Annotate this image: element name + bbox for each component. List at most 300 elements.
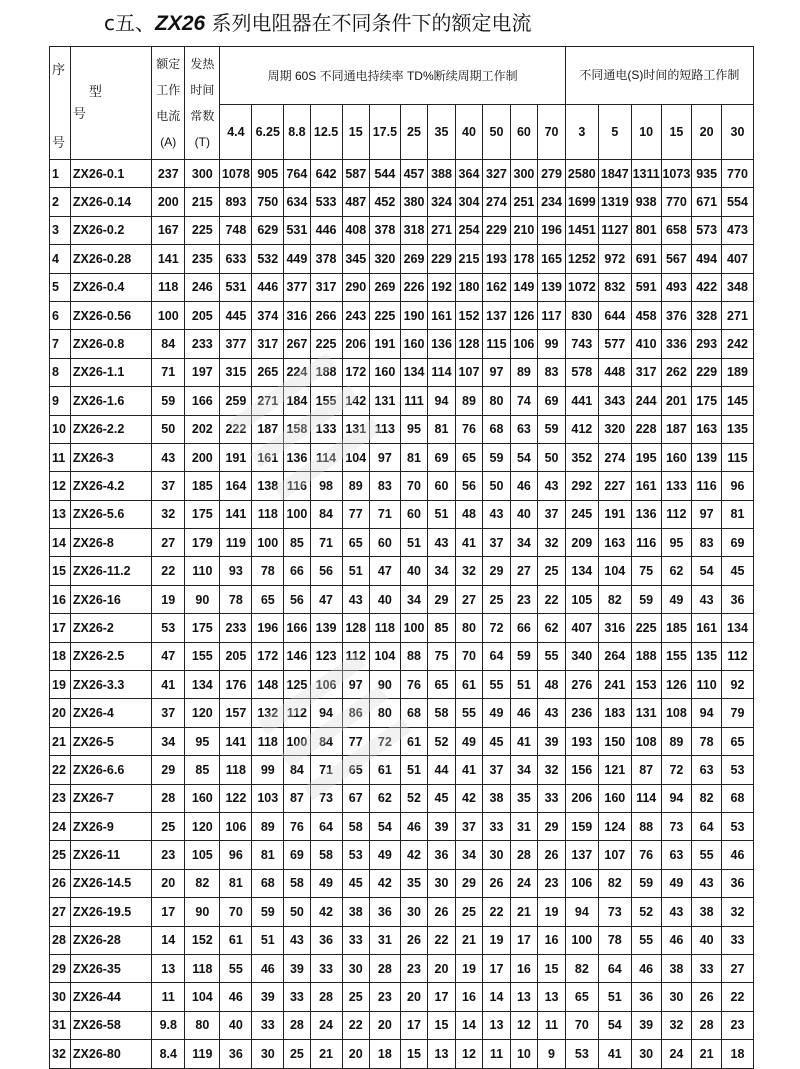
table-cell: 78	[692, 727, 722, 755]
table-cell: 27	[721, 954, 753, 982]
table-cell: 55	[455, 699, 482, 727]
row-model: ZX26-35	[70, 954, 151, 982]
table-cell: 531	[220, 273, 252, 301]
header-periodic-col: 60	[510, 104, 537, 160]
table-row	[50, 699, 754, 727]
table-cell: 82	[565, 954, 598, 982]
table-cell: 14	[455, 1011, 482, 1039]
table-cell: 634	[284, 188, 310, 216]
header-seq-top: 序	[52, 62, 66, 77]
table-cell: 532	[252, 245, 284, 273]
table-cell: 229	[692, 358, 722, 386]
row-model: ZX26-11	[70, 841, 151, 869]
table-cell: 157	[220, 699, 252, 727]
table-row	[50, 585, 754, 613]
table-cell: 185	[185, 472, 220, 500]
table-cell: 25	[284, 1040, 310, 1068]
table-cell: 105	[185, 841, 220, 869]
table-cell: 27	[152, 529, 185, 557]
header-periodic-col: 6.25	[252, 104, 284, 160]
table-cell: 40	[692, 926, 722, 954]
table-cell: 81	[428, 415, 455, 443]
table-cell: 37	[483, 529, 510, 557]
table-cell: 53	[721, 812, 753, 840]
table-cell: 266	[310, 301, 342, 329]
table-cell: 748	[220, 216, 252, 244]
table-cell: 64	[483, 642, 510, 670]
row-model: ZX26-8	[70, 529, 151, 557]
table-cell: 59	[152, 387, 185, 415]
table-cell: 348	[721, 273, 753, 301]
table-cell: 70	[400, 472, 427, 500]
table-cell: 27	[455, 585, 482, 613]
table-cell: 37	[538, 500, 566, 528]
table-cell: 148	[252, 671, 284, 699]
table-cell: 578	[565, 358, 598, 386]
table-cell: 165	[538, 245, 566, 273]
table-cell: 131	[369, 387, 400, 415]
row-seq: 21	[50, 727, 71, 755]
table-cell: 51	[428, 500, 455, 528]
table-cell: 141	[220, 500, 252, 528]
header-model-bottom: 号	[72, 106, 86, 121]
table-cell: 938	[631, 188, 661, 216]
table-cell: 446	[310, 216, 342, 244]
table-cell: 64	[310, 812, 342, 840]
table-cell: 251	[510, 188, 537, 216]
table-cell: 81	[252, 841, 284, 869]
table-cell: 12	[455, 1040, 482, 1068]
table-cell: 55	[631, 926, 661, 954]
row-model: ZX26-14.5	[70, 869, 151, 897]
table-cell: 118	[220, 756, 252, 784]
table-cell: 45	[721, 557, 753, 585]
table-cell: 206	[565, 784, 598, 812]
table-cell: 58	[428, 699, 455, 727]
table-cell: 63	[661, 841, 692, 869]
table-cell: 89	[252, 812, 284, 840]
table-cell: 110	[185, 557, 220, 585]
table-cell: 70	[565, 1011, 598, 1039]
table-cell: 62	[661, 557, 692, 585]
table-cell: 49	[483, 699, 510, 727]
header-rated-current-line: (A)	[160, 135, 177, 149]
table-row	[50, 954, 754, 982]
table-cell: 19	[152, 585, 185, 613]
table-cell: 68	[252, 869, 284, 897]
table-cell: 77	[342, 500, 369, 528]
table-cell: 573	[692, 216, 722, 244]
table-cell: 10	[510, 1040, 537, 1068]
table-cell: 265	[252, 358, 284, 386]
table-cell: 132	[252, 699, 284, 727]
table-cell: 290	[342, 273, 369, 301]
table-cell: 19	[483, 926, 510, 954]
table-cell: 100	[400, 614, 427, 642]
table-cell: 327	[483, 160, 510, 188]
table-cell: 50	[483, 472, 510, 500]
table-cell: 164	[220, 472, 252, 500]
table-cell: 155	[185, 642, 220, 670]
table-cell: 28	[152, 784, 185, 812]
table-cell: 36	[310, 926, 342, 954]
table-cell: 35	[400, 869, 427, 897]
table-cell: 189	[721, 358, 753, 386]
table-cell: 23	[369, 983, 400, 1011]
table-cell: 76	[631, 841, 661, 869]
header-short-col: 30	[721, 104, 753, 160]
table-cell: 43	[538, 472, 566, 500]
table-cell: 114	[310, 443, 342, 471]
table-cell: 65	[342, 756, 369, 784]
table-cell: 658	[661, 216, 692, 244]
table-cell: 9	[538, 1040, 566, 1068]
table-cell: 58	[342, 812, 369, 840]
table-cell: 493	[661, 273, 692, 301]
table-cell: 118	[185, 954, 220, 982]
table-cell: 226	[400, 273, 427, 301]
table-cell: 126	[510, 301, 537, 329]
table-cell: 107	[455, 358, 482, 386]
table-cell: 317	[252, 330, 284, 358]
table-cell: 33	[310, 954, 342, 982]
table-cell: 32	[538, 756, 566, 784]
table-cell: 180	[455, 273, 482, 301]
table-cell: 41	[455, 529, 482, 557]
table-cell: 94	[428, 387, 455, 415]
table-cell: 93	[220, 557, 252, 585]
table-cell: 78	[220, 585, 252, 613]
table-cell: 81	[220, 869, 252, 897]
table-cell: 64	[598, 954, 631, 982]
row-seq: 16	[50, 585, 71, 613]
table-cell: 58	[284, 869, 310, 897]
table-cell: 34	[455, 841, 482, 869]
table-cell: 85	[428, 614, 455, 642]
table-cell: 1252	[565, 245, 598, 273]
table-cell: 26	[692, 983, 722, 1011]
table-cell: 26	[428, 898, 455, 926]
table-cell: 100	[284, 727, 310, 755]
rated-current-table-wrap	[49, 46, 754, 1069]
table-cell: 271	[428, 216, 455, 244]
table-cell: 81	[721, 500, 753, 528]
table-cell: 271	[252, 387, 284, 415]
table-cell: 53	[721, 756, 753, 784]
table-row	[50, 727, 754, 755]
table-cell: 743	[565, 330, 598, 358]
table-cell: 78	[252, 557, 284, 585]
table-cell: 17	[152, 898, 185, 926]
table-cell: 271	[721, 301, 753, 329]
table-cell: 176	[220, 671, 252, 699]
table-cell: 88	[400, 642, 427, 670]
table-cell: 95	[185, 727, 220, 755]
table-cell: 55	[220, 954, 252, 982]
row-seq: 2	[50, 188, 71, 216]
table-cell: 141	[220, 727, 252, 755]
table-row	[50, 188, 754, 216]
table-cell: 34	[428, 557, 455, 585]
table-cell: 633	[220, 245, 252, 273]
table-cell: 39	[284, 954, 310, 982]
table-cell: 59	[483, 443, 510, 471]
table-cell: 100	[152, 301, 185, 329]
table-cell: 179	[185, 529, 220, 557]
table-cell: 82	[598, 585, 631, 613]
table-cell: 94	[692, 699, 722, 727]
table-cell: 166	[284, 614, 310, 642]
row-model: ZX26-6.6	[70, 756, 151, 784]
table-cell: 63	[692, 756, 722, 784]
table-cell: 254	[455, 216, 482, 244]
table-cell: 36	[631, 983, 661, 1011]
table-cell: 15	[538, 954, 566, 982]
header-periodic-col: 70	[538, 104, 566, 160]
table-cell: 770	[721, 160, 753, 188]
row-seq: 14	[50, 529, 71, 557]
table-cell: 28	[510, 841, 537, 869]
table-cell: 11	[538, 1011, 566, 1039]
table-cell: 36	[721, 585, 753, 613]
table-cell: 246	[185, 273, 220, 301]
table-cell: 75	[631, 557, 661, 585]
table-cell: 61	[369, 756, 400, 784]
table-cell: 259	[220, 387, 252, 415]
table-cell: 84	[310, 500, 342, 528]
title-prefix: c五、	[104, 11, 155, 35]
table-cell: 55	[483, 671, 510, 699]
table-cell: 227	[598, 472, 631, 500]
table-cell: 407	[721, 245, 753, 273]
table-cell: 1699	[565, 188, 598, 216]
table-cell: 25	[483, 585, 510, 613]
table-cell: 40	[220, 1011, 252, 1039]
table-cell: 191	[598, 500, 631, 528]
table-cell: 671	[692, 188, 722, 216]
table-cell: 40	[510, 500, 537, 528]
table-cell: 76	[455, 415, 482, 443]
table-cell: 118	[369, 614, 400, 642]
table-cell: 11	[152, 983, 185, 1011]
table-cell: 114	[428, 358, 455, 386]
row-model: ZX26-2.2	[70, 415, 151, 443]
table-cell: 42	[400, 841, 427, 869]
table-cell: 34	[510, 529, 537, 557]
header-model	[70, 47, 151, 160]
table-cell: 90	[185, 898, 220, 926]
row-seq: 11	[50, 443, 71, 471]
table-cell: 905	[252, 160, 284, 188]
table-cell: 95	[400, 415, 427, 443]
table-cell: 43	[284, 926, 310, 954]
row-seq: 9	[50, 387, 71, 415]
table-cell: 380	[400, 188, 427, 216]
table-cell: 27	[510, 557, 537, 585]
table-cell: 832	[598, 273, 631, 301]
table-cell: 210	[510, 216, 537, 244]
row-model: ZX26-28	[70, 926, 151, 954]
table-cell: 23	[538, 869, 566, 897]
row-seq: 1	[50, 160, 71, 188]
table-cell: 215	[455, 245, 482, 273]
header-time-constant-line: 时间	[190, 83, 215, 97]
table-cell: 9.8	[152, 1011, 185, 1039]
table-cell: 47	[152, 642, 185, 670]
table-cell: 233	[220, 614, 252, 642]
table-cell: 166	[185, 387, 220, 415]
table-cell: 97	[369, 443, 400, 471]
table-cell: 2580	[565, 160, 598, 188]
table-cell: 29	[483, 557, 510, 585]
row-seq: 7	[50, 330, 71, 358]
table-cell: 46	[721, 841, 753, 869]
table-cell: 134	[185, 671, 220, 699]
table-cell: 16	[510, 954, 537, 982]
row-seq: 22	[50, 756, 71, 784]
table-cell: 38	[661, 954, 692, 982]
table-cell: 131	[631, 699, 661, 727]
table-cell: 124	[598, 812, 631, 840]
row-seq: 12	[50, 472, 71, 500]
table-cell: 122	[220, 784, 252, 812]
header-model-top: 型	[88, 84, 102, 99]
row-model: ZX26-0.1	[70, 160, 151, 188]
table-cell: 134	[400, 358, 427, 386]
table-cell: 66	[284, 557, 310, 585]
table-cell: 82	[185, 869, 220, 897]
table-cell: 34	[400, 585, 427, 613]
table-cell: 193	[565, 727, 598, 755]
table-cell: 193	[483, 245, 510, 273]
table-cell: 42	[455, 784, 482, 812]
table-cell: 422	[692, 273, 722, 301]
table-cell: 45	[342, 869, 369, 897]
table-cell: 77	[342, 727, 369, 755]
table-cell: 39	[252, 983, 284, 1011]
table-cell: 25	[455, 898, 482, 926]
table-cell: 36	[721, 869, 753, 897]
table-cell: 48	[538, 671, 566, 699]
table-cell: 49	[310, 869, 342, 897]
table-cell: 225	[185, 216, 220, 244]
table-cell: 43	[692, 585, 722, 613]
table-cell: 65	[252, 585, 284, 613]
table-cell: 233	[185, 330, 220, 358]
header-time-constant	[185, 47, 220, 160]
table-row	[50, 443, 754, 471]
header-time-constant-line: 发热	[190, 57, 215, 71]
table-cell: 60	[400, 500, 427, 528]
table-cell: 59	[252, 898, 284, 926]
table-cell: 133	[310, 415, 342, 443]
table-cell: 448	[598, 358, 631, 386]
table-cell: 82	[598, 869, 631, 897]
table-cell: 30	[483, 841, 510, 869]
table-cell: 245	[565, 500, 598, 528]
row-model: ZX26-1.1	[70, 358, 151, 386]
header-rated-current-line: 额定	[156, 57, 181, 71]
table-cell: 113	[369, 415, 400, 443]
table-cell: 107	[598, 841, 631, 869]
table-cell: 801	[631, 216, 661, 244]
table-cell: 33	[284, 983, 310, 1011]
table-row	[50, 671, 754, 699]
table-cell: 172	[252, 642, 284, 670]
table-cell: 16	[538, 926, 566, 954]
table-row	[50, 415, 754, 443]
table-row	[50, 869, 754, 897]
table-cell: 55	[692, 841, 722, 869]
table-cell: 128	[342, 614, 369, 642]
table-cell: 364	[455, 160, 482, 188]
row-model: ZX26-19.5	[70, 898, 151, 926]
table-cell: 49	[369, 841, 400, 869]
table-cell: 22	[152, 557, 185, 585]
table-cell: 152	[185, 926, 220, 954]
table-cell: 244	[631, 387, 661, 415]
table-cell: 60	[428, 472, 455, 500]
header-periodic-col: 12.5	[310, 104, 342, 160]
table-cell: 26	[538, 841, 566, 869]
table-cell: 300	[185, 160, 220, 188]
table-cell: 108	[631, 727, 661, 755]
table-cell: 85	[284, 529, 310, 557]
table-cell: 158	[284, 415, 310, 443]
table-cell: 139	[692, 443, 722, 471]
table-cell: 65	[565, 983, 598, 1011]
table-cell: 345	[342, 245, 369, 273]
table-row	[50, 245, 754, 273]
table-cell: 84	[310, 727, 342, 755]
table-cell: 46	[220, 983, 252, 1011]
table-cell: 22	[483, 898, 510, 926]
table-cell: 25	[342, 983, 369, 1011]
header-short-col: 10	[631, 104, 661, 160]
row-model: ZX26-0.4	[70, 273, 151, 301]
table-cell: 23	[400, 954, 427, 982]
table-cell: 293	[692, 330, 722, 358]
table-cell: 81	[400, 443, 427, 471]
table-cell: 23	[721, 1011, 753, 1039]
table-cell: 276	[565, 671, 598, 699]
table-cell: 72	[369, 727, 400, 755]
header-periodic-col: 15	[342, 104, 369, 160]
table-cell: 41	[152, 671, 185, 699]
table-cell: 292	[565, 472, 598, 500]
header-periodic-col: 8.8	[284, 104, 310, 160]
table-cell: 134	[721, 614, 753, 642]
table-cell: 42	[369, 869, 400, 897]
table-row	[50, 557, 754, 585]
table-cell: 235	[185, 245, 220, 273]
table-cell: 71	[310, 529, 342, 557]
table-cell: 316	[284, 301, 310, 329]
table-cell: 56	[284, 585, 310, 613]
table-cell: 156	[565, 756, 598, 784]
table-cell: 30	[400, 898, 427, 926]
table-row	[50, 301, 754, 329]
table-cell: 30	[252, 1040, 284, 1068]
table-cell: 38	[483, 784, 510, 812]
table-cell: 22	[721, 983, 753, 1011]
table-cell: 234	[538, 188, 566, 216]
header-rated-current-line: 工作	[156, 83, 181, 97]
table-cell: 128	[455, 330, 482, 358]
table-cell: 79	[721, 699, 753, 727]
title-model: ZX26	[155, 12, 206, 35]
row-model: ZX26-5.6	[70, 500, 151, 528]
